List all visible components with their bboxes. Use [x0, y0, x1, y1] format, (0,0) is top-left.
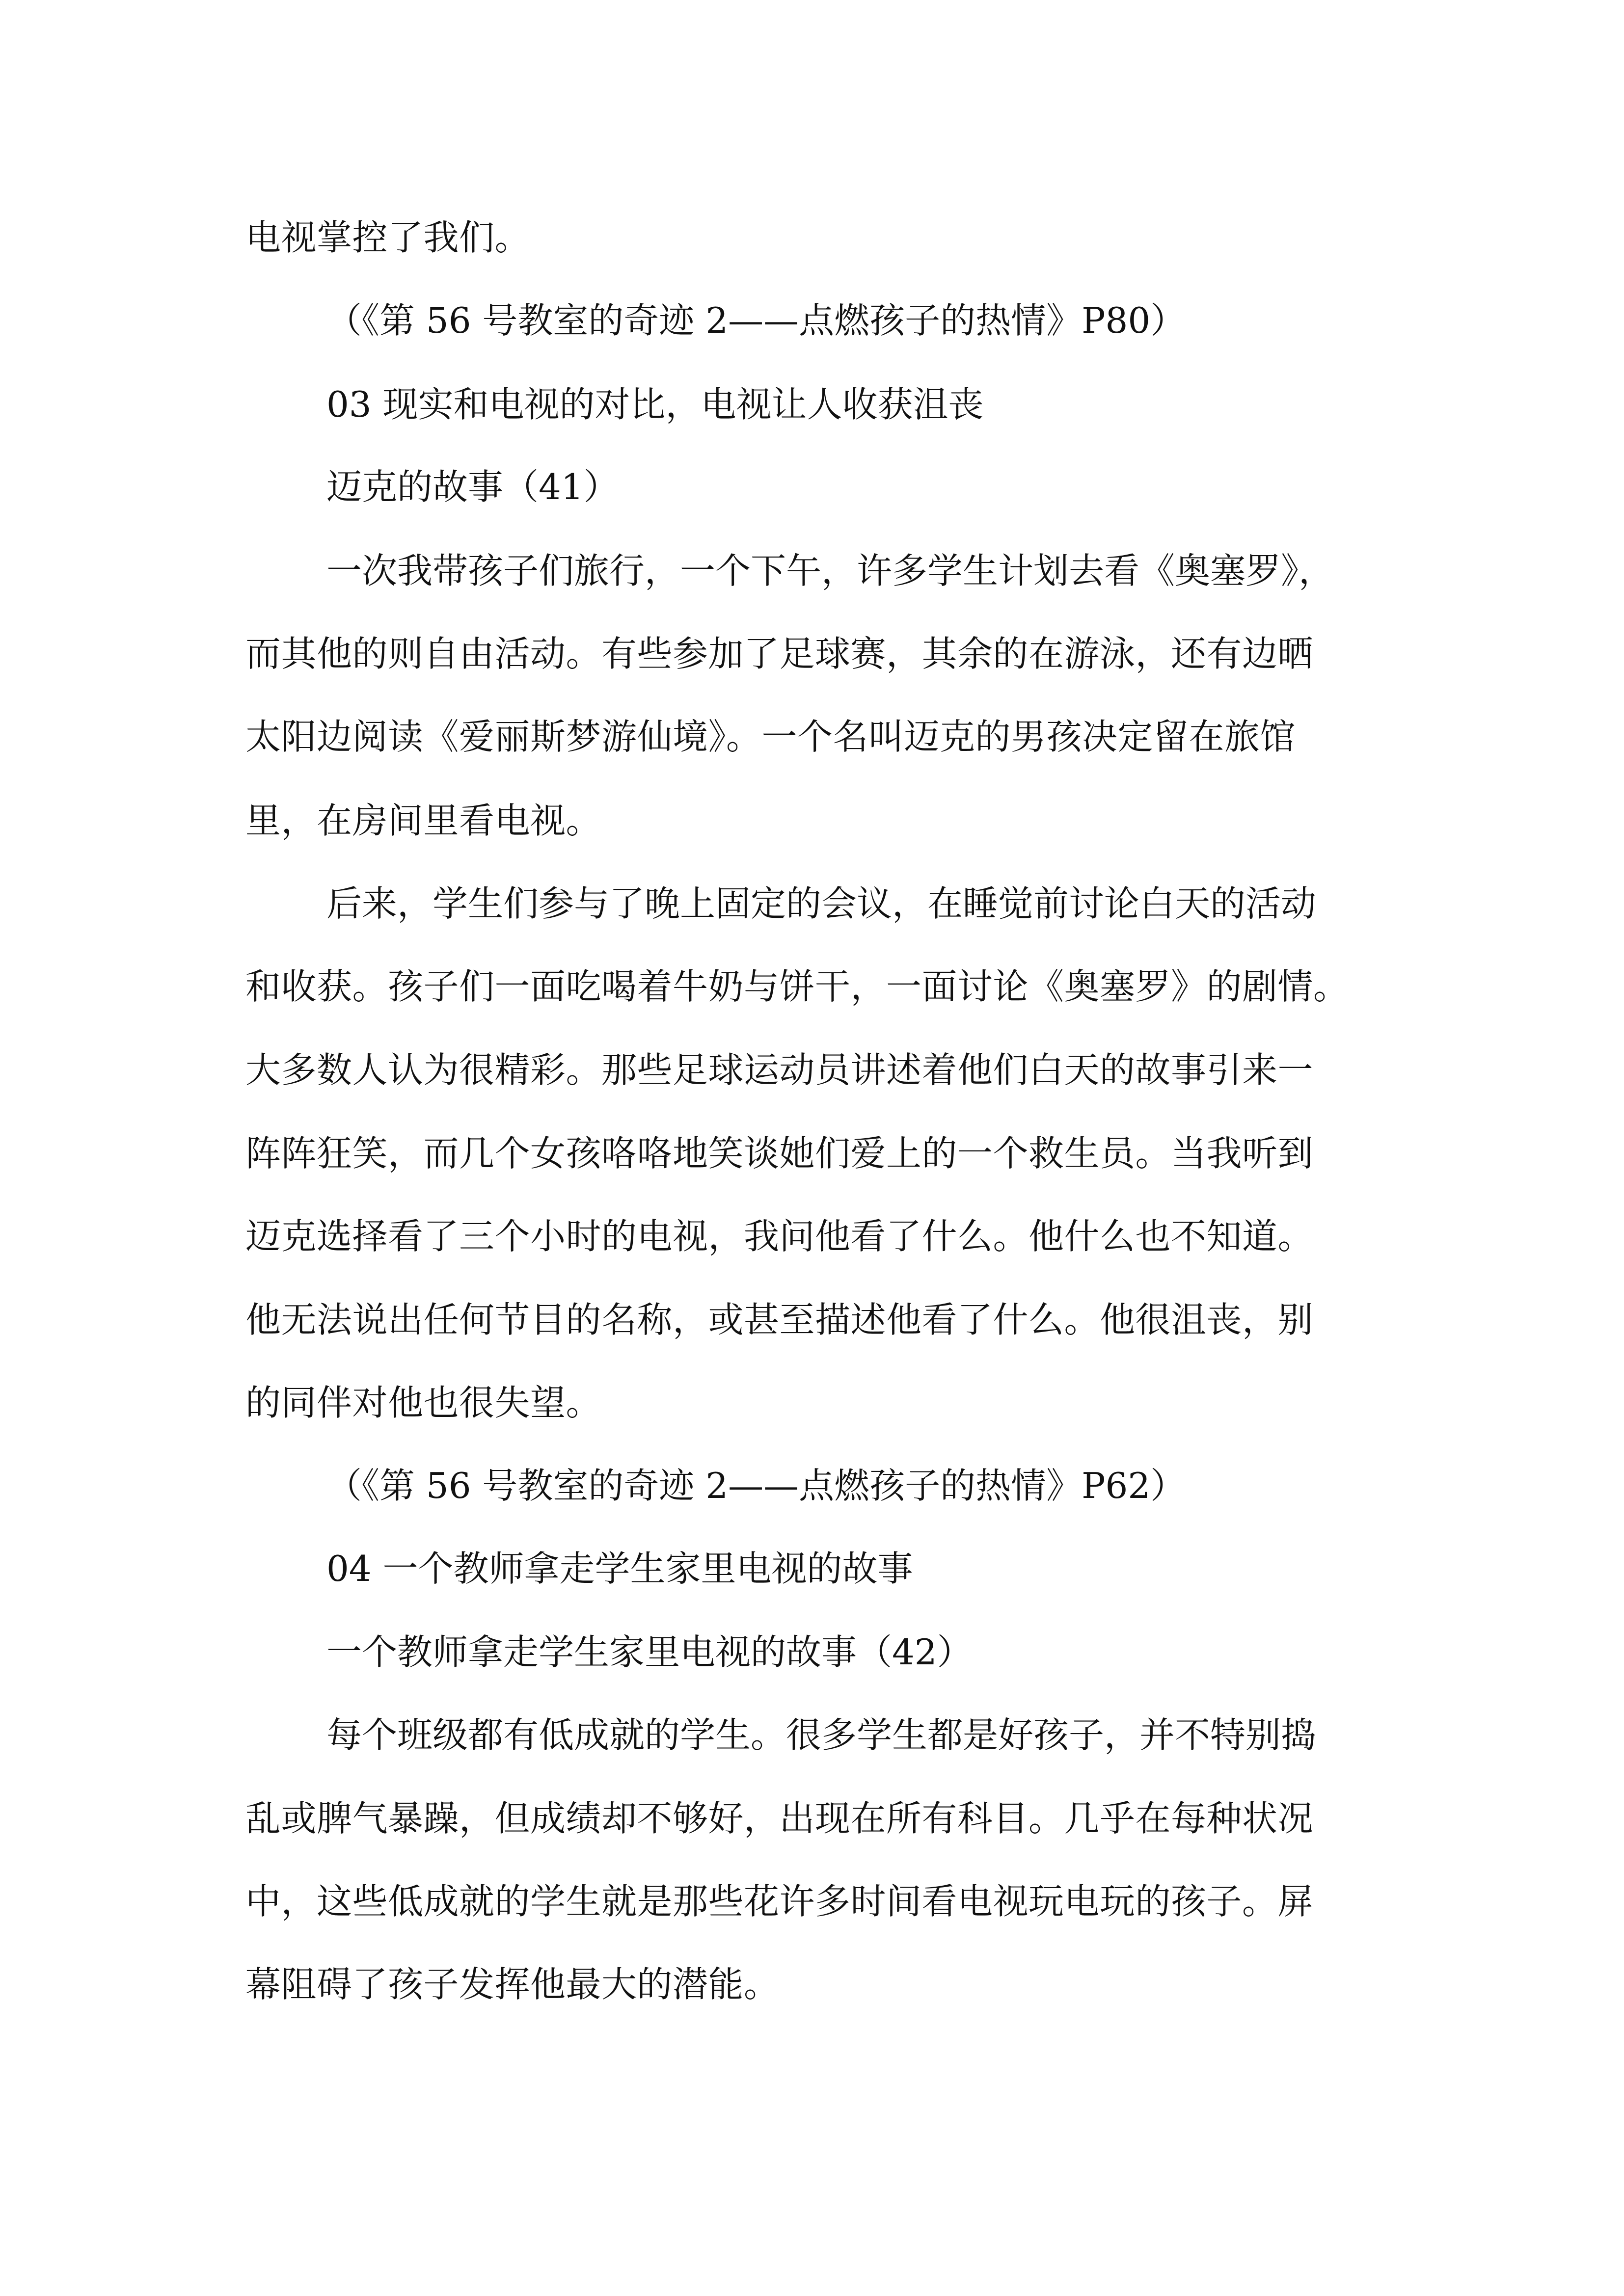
section-heading: 03 现实和电视的对比，电视让人收获沮丧: [326, 384, 984, 425]
paragraph-line: 太阳边阅读《爱丽斯梦游仙境》。一个名叫迈克的男孩决定留在旅馆: [245, 716, 1296, 757]
paragraph-line: 迈克选择看了三个小时的电视，我问他看了什么。他什么也不知道。: [245, 1216, 1314, 1257]
paragraph-line: 乱或脾气暴躁，但成绩却不够好，出现在所有科目。几乎在每种状况: [245, 1798, 1314, 1839]
paragraph-line: 阵阵狂笑，而几个女孩咯咯地笑谈她们爱上的一个救生员。当我听到: [245, 1133, 1314, 1174]
paragraph-line: 中，这些低成就的学生就是那些花许多时间看电视玩电玩的孩子。屏: [245, 1881, 1314, 1922]
story-title: 一个教师拿走学生家里电视的故事（42）: [326, 1631, 973, 1673]
paragraph-line: 里，在房间里看电视。: [245, 800, 602, 841]
story-title: 迈克的故事（41）: [326, 466, 619, 507]
paragraph-line: 他无法说出任何节目的名称，或甚至描述他看了什么。他很沮丧，别: [245, 1299, 1314, 1340]
paragraph-line: 和收获。孩子们一面吃喝着牛奶与饼干，一面讨论《奥塞罗》的剧情。: [245, 966, 1349, 1007]
paragraph-line: 后来，学生们参与了晚上固定的会议，在睡觉前讨论白天的活动: [326, 883, 1317, 924]
citation-line: （《第 56 号教室的奇迹 2——点燃孩子的热情》P80）: [326, 300, 1186, 341]
paragraph-line: 大多数人认为很精彩。那些足球运动员讲述着他们白天的故事引来一: [245, 1049, 1314, 1091]
citation-line: （《第 56 号教室的奇迹 2——点燃孩子的热情》P62）: [326, 1465, 1186, 1506]
paragraph-line: 一次我带孩子们旅行，一个下午，许多学生计划去看《奥塞罗》，: [326, 550, 1334, 591]
paragraph-line: 电视掌控了我们。: [245, 217, 531, 258]
paragraph-line: 每个班级都有低成就的学生。很多学生都是好孩子，并不特别捣: [326, 1714, 1317, 1756]
paragraph-line: 的同伴对他也很失望。: [245, 1382, 602, 1423]
paragraph-line: 而其他的则自由活动。有些参加了足球赛，其余的在游泳，还有边晒: [245, 633, 1314, 674]
paragraph-line: 幕阻碍了孩子发挥他最大的潜能。: [245, 1964, 780, 2005]
section-heading: 04 一个教师拿走学生家里电视的故事: [326, 1548, 913, 1589]
